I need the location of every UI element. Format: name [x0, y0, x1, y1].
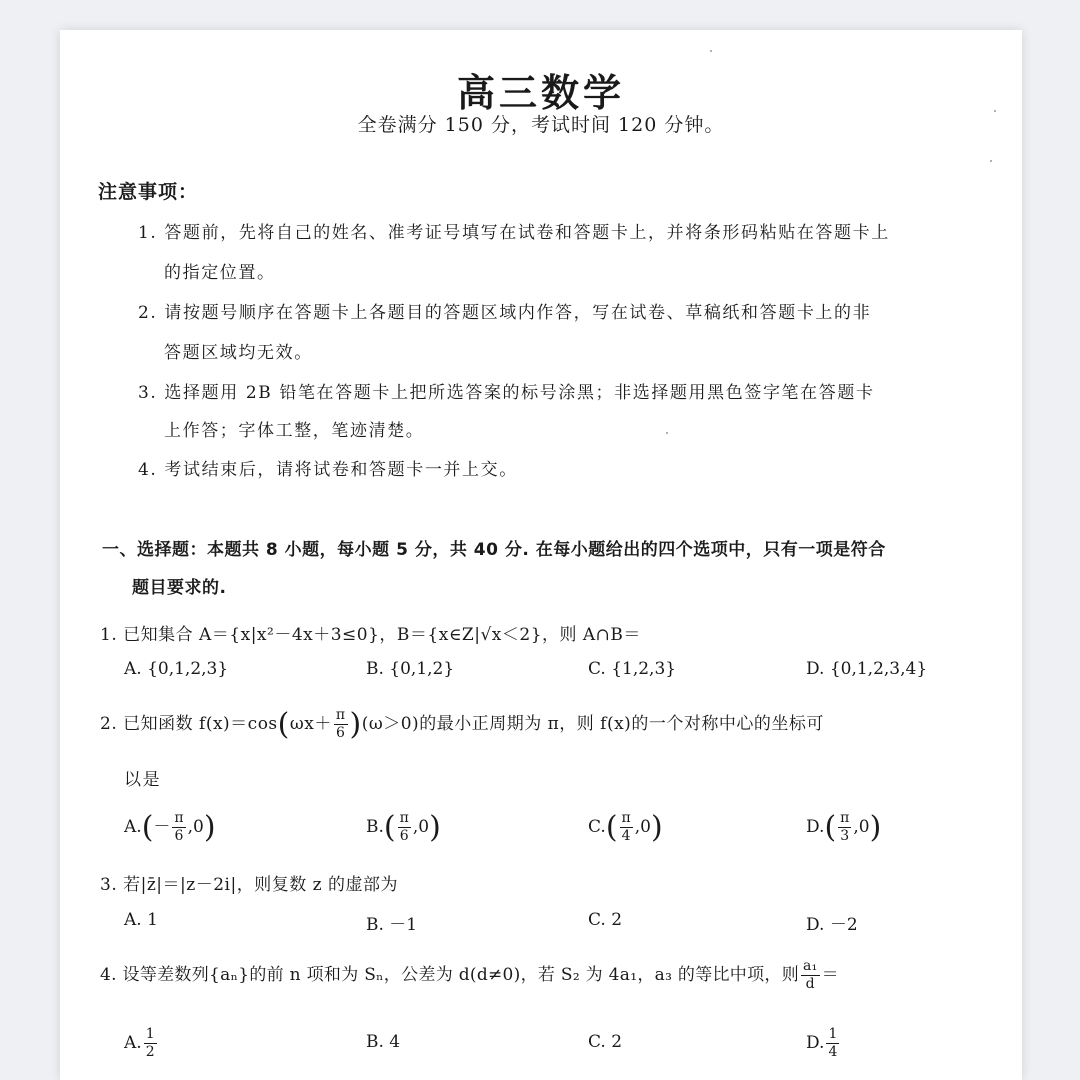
frac-denominator: 3 — [840, 828, 850, 844]
option-label: C. — [588, 817, 606, 837]
option-fraction — [620, 810, 633, 845]
q2-option-a — [124, 810, 216, 845]
q3-option-b: B. －1 — [366, 915, 418, 935]
q3-option-d: D. －2 — [806, 915, 858, 935]
q2-option-b — [366, 810, 441, 845]
option-label: A. — [124, 817, 142, 837]
frac-denominator: 6 — [174, 828, 184, 844]
paren-open: ( — [141, 810, 154, 845]
q2-option-d — [806, 810, 881, 845]
q3-option-a: A. 1 — [124, 910, 158, 930]
notice-line: 的指定位置。 — [164, 263, 276, 283]
paren-close: ) — [650, 810, 663, 845]
notice-line: 答题区域均无效。 — [164, 343, 313, 363]
question-2-stem-cont: 以是 — [124, 770, 162, 790]
option-tail: ,0 — [634, 817, 651, 837]
q2-stem-part: 2. 已知函数 f(x)＝cos — [100, 714, 278, 734]
paren-open: ( — [605, 810, 618, 845]
option-label: D. — [806, 817, 825, 837]
q1-option-d: D. {0,1,2,3,4} — [806, 659, 928, 679]
notice-heading: 注意事项： — [98, 181, 199, 203]
frac-numerator: π — [621, 810, 631, 826]
question-3-stem: 3. 若|z̄|＝|z－2i|，则复数 z 的虚部为 — [100, 875, 398, 895]
q4-option-c: C. 2 — [588, 1032, 623, 1052]
exam-paper — [60, 30, 1022, 1080]
frac-numerator: π — [174, 810, 184, 826]
q4-option-d — [806, 1026, 841, 1061]
notice-line: 上作答；字体工整，笔迹清楚。 — [164, 421, 425, 441]
paren-close: ) — [349, 707, 362, 742]
option-tail: ,0 — [187, 817, 204, 837]
frac-denominator: 4 — [828, 1044, 838, 1060]
option-label: A. — [124, 1033, 142, 1053]
frac-numerator: π — [335, 707, 346, 723]
paren-open: ( — [824, 810, 837, 845]
option-fraction — [144, 1026, 157, 1061]
question-4-stem — [100, 958, 839, 993]
option-label: D. — [806, 1033, 825, 1053]
q2-stem-part: (ω＞0)的最小正周期为 π，则 f(x)的一个对称中心的坐标可 — [361, 714, 824, 734]
frac-denominator: 6 — [399, 828, 409, 844]
notice-line: 2. 请按题号顺序在答题卡上各题目的答题区域内作答，写在试卷、草稿纸和答题卡上的非 — [138, 303, 872, 323]
q2-fraction — [334, 707, 348, 742]
paren-close: ) — [429, 810, 441, 845]
paren-open: ( — [277, 707, 290, 742]
section-heading-cont: 题目要求的. — [132, 578, 227, 598]
q3-option-c: C. 2 — [588, 910, 623, 930]
option-label: B. — [366, 817, 384, 837]
q2-option-c — [588, 810, 663, 845]
q4-stem-tail: ＝ — [821, 965, 839, 985]
paren-open: ( — [383, 810, 396, 845]
frac-denominator: d — [805, 976, 815, 992]
page-title: 高三数学 — [456, 70, 625, 115]
option-tail: ,0 — [853, 817, 870, 837]
frac-numerator: 1 — [145, 1026, 155, 1042]
q4-fraction — [801, 958, 820, 993]
q4-option-b: B. 4 — [366, 1032, 401, 1052]
q4-stem-text: 4. 设等差数列{aₙ}的前 n 项和为 Sₙ，公差为 d(d≠0)，若 S₂ 为 4a₁，a₃ 的等比中项，则 — [100, 965, 799, 985]
option-fraction — [838, 810, 851, 845]
scan-speck — [990, 160, 992, 162]
frac-numerator: π — [399, 810, 409, 826]
notice-line: 4. 考试结束后，请将试卷和答题卡一并上交。 — [138, 460, 518, 480]
q4-option-a — [124, 1026, 159, 1061]
question-2-stem — [100, 707, 824, 742]
frac-denominator: 2 — [145, 1044, 155, 1060]
paren-close: ) — [203, 810, 216, 845]
frac-denominator: 6 — [335, 725, 346, 741]
frac-numerator: a₁ — [803, 958, 818, 974]
notice-line: 1. 答题前，先将自己的姓名、准考证号填写在试卷和答题卡上，并将条形码粘贴在答题卡上 — [138, 223, 890, 243]
frac-numerator: 1 — [828, 1026, 838, 1042]
option-fraction — [826, 1026, 839, 1061]
paren-close: ) — [869, 810, 882, 845]
q1-option-c: C. {1,2,3} — [588, 659, 677, 679]
exam-subtitle: 全卷满分 150 分，考试时间 120 分钟。 — [357, 114, 725, 136]
q2-stem-part: ωx＋ — [289, 714, 332, 734]
frac-denominator: 4 — [621, 828, 631, 844]
option-tail: ,0 — [412, 817, 430, 837]
option-fraction — [398, 810, 411, 845]
scan-speck — [994, 110, 996, 112]
scan-speck — [710, 50, 712, 52]
notice-line: 3. 选择题用 2B 铅笔在答题卡上把所选答案的标号涂黑；非选择题用黑色签字笔在答题卡 — [138, 383, 875, 403]
option-fraction — [172, 810, 185, 845]
frac-numerator: π — [840, 810, 850, 826]
scan-speck — [666, 432, 668, 434]
section-heading: 一、选择题：本题共 8 小题，每小题 5 分，共 40 分. 在每小题给出的四个选项中，只有一项是符合 — [102, 540, 886, 560]
q1-option-b: B. {0,1,2} — [366, 659, 455, 679]
question-1-stem: 1. 已知集合 A＝{x|x²－4x＋3≤0}，B＝{x∈Z|√x＜2}，则 A∩B＝ — [100, 625, 641, 645]
option-sign: － — [153, 817, 171, 837]
q1-option-a: A. {0,1,2,3} — [124, 659, 229, 679]
